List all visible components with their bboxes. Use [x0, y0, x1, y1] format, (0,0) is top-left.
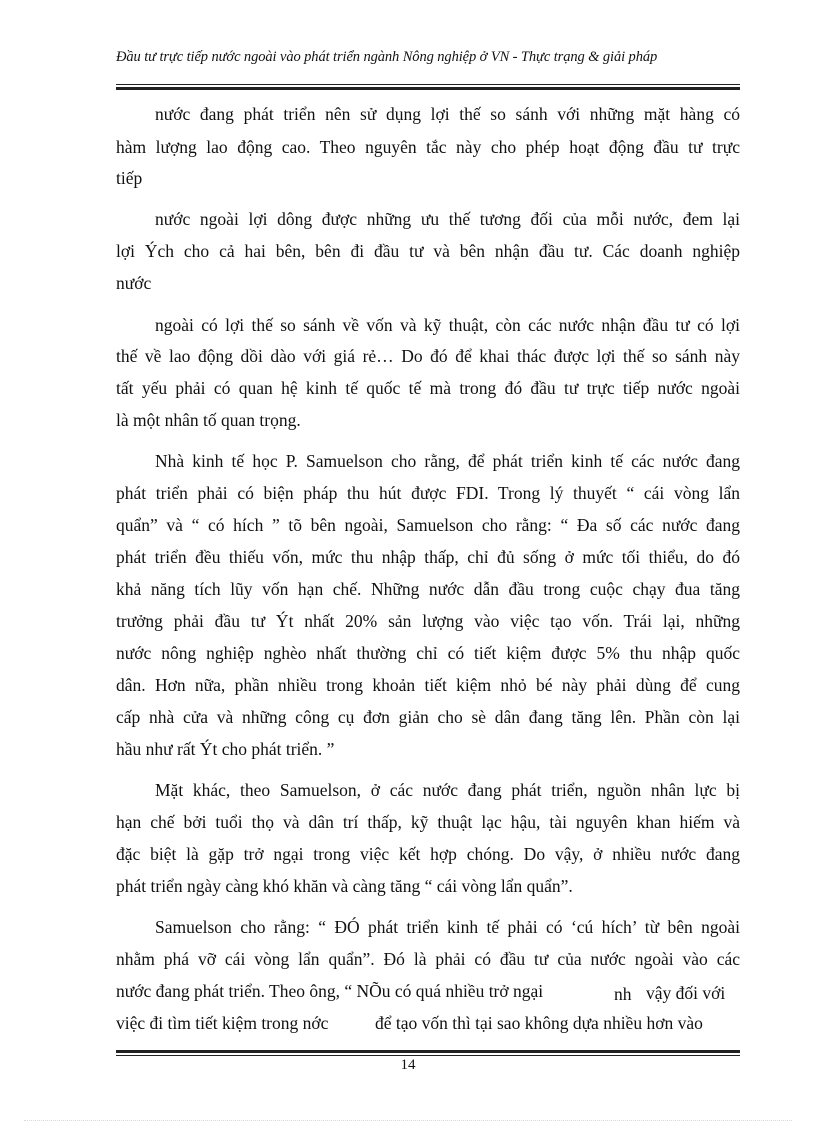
- text-line: tất yếu phải có quan hệ kinh tế quốc tế mà trong đó đầu tư trực tiếp nước ngoài: [116, 378, 740, 398]
- text-line: lợi Ých cho cả hai bên, bên đi đầu tư và bên nhận đầu tư. Các doanh nghiệp: [116, 241, 740, 261]
- header-rule-thick: [116, 87, 740, 90]
- text-line: nước: [116, 273, 152, 293]
- text-line: nước nông nghiệp nghèo nhất thường chỉ có tiết kiệm được 5% thu nhập quốc: [116, 643, 740, 663]
- text-fragment: vậy đối với: [646, 983, 726, 1003]
- text-line: Samuelson cho rằng: “ ĐÓ phát triển kinh tế phải có ‘cú hích’ từ bên ngoài: [155, 917, 740, 937]
- text-line: nước đang phát triển. Theo ông, “ NÕu có quá nhiều trở ngại: [116, 981, 544, 1001]
- text-line: là một nhân tố quan trọng.: [116, 410, 301, 430]
- text-line: nước đang phát triển nên sử dụng lợi thế so sánh với những mặt hàng có: [155, 104, 740, 124]
- text-line: khả năng tích lũy vốn hạn chế. Những nước dẫn đầu trong cuộc chạy đua tăng: [116, 579, 740, 599]
- footer-rule-thick: [116, 1050, 740, 1053]
- text-line: phát triển ngày càng khó khăn và càng tăng “ cái vòng lẩn quẩn”.: [116, 876, 573, 896]
- text-fragment: để tạo vốn thì tại sao không dựa nhiều hơn vào: [375, 1013, 703, 1033]
- text-line: phát triển đều thiếu vốn, mức thu nhập thấp, chỉ đủ sống ở mức tối thiểu, do đó: [116, 547, 740, 567]
- text-line: trưởng phải đầu tư Ýt nhất 20% sản lượng vào việc tạo vốn. Trái lại, những: [116, 611, 740, 631]
- text-line: Mặt khác, theo Samuelson, ở các nước đang phát triển, nguồn nhân lực bị: [155, 780, 740, 800]
- text-line: hầu như rất Ýt cho phát triển. ”: [116, 739, 335, 759]
- text-line: hạn chế bởi tuổi thọ và dân trí thấp, kỹ thuật lạc hậu, tài nguyên khan hiếm và: [116, 812, 740, 832]
- text-fragment: nh: [614, 984, 632, 1004]
- text-line: nhằm phá vỡ cái vòng lẩn quẩn”. Đó là phải có đầu tư của nước ngoài vào các: [116, 949, 740, 969]
- text-line: đặc biệt là gặp trở ngại trong việc kết hợp chóng. Do vậy, ở nhiều nước đang: [116, 844, 740, 864]
- text-line: việc đi tìm tiết kiệm trong nớc: [116, 1013, 329, 1033]
- page-edge-dots: [24, 1120, 792, 1121]
- text-line: tiếp: [116, 168, 143, 188]
- footer-rule-thin: [116, 1055, 740, 1056]
- text-line: Nhà kinh tế học P. Samuelson cho rằng, để phát triển kinh tế các nước đang: [155, 451, 740, 471]
- text-line: thế về lao động dồi dào với giá rẻ… Do đó để khai thác được lợi thế so sánh này: [116, 346, 740, 366]
- text-line: dân. Hơn nữa, phần nhiều trong khoản tiết kiệm nhỏ bé này phải dùng để cung: [116, 675, 740, 695]
- text-line: hàm lượng lao động cao. Theo nguyên tắc này cho phép hoạt động đầu tư trực: [116, 137, 740, 157]
- text-line: nước ngoài lợi dông được những ưu thế tương đối của mỗi nước, đem lại: [155, 209, 740, 229]
- page-number: 14: [400, 1057, 416, 1073]
- text-line: phát triển phải có biện pháp thu hút được FDI. Trong lý thuyết “ cái vòng lẩn: [116, 483, 740, 503]
- text-line: quẩn” và “ có hích ” tõ bên ngoài, Samuelson cho rằng: “ Đa số các nước đang: [116, 515, 740, 535]
- running-header: Đầu tư trực tiếp nước ngoài vào phát triển ngành Nông nghiệp ở VN - Thực trạng & giải pháp: [116, 49, 658, 65]
- header-rule-thin: [116, 84, 740, 85]
- text-line: ngoài có lợi thế so sánh về vốn và kỹ thuật, còn các nước nhận đầu tư có lợi: [155, 315, 740, 335]
- text-line: cấp nhà cửa và những công cụ đơn giản cho sè dân đang tăng lên. Phần còn lại: [116, 707, 740, 727]
